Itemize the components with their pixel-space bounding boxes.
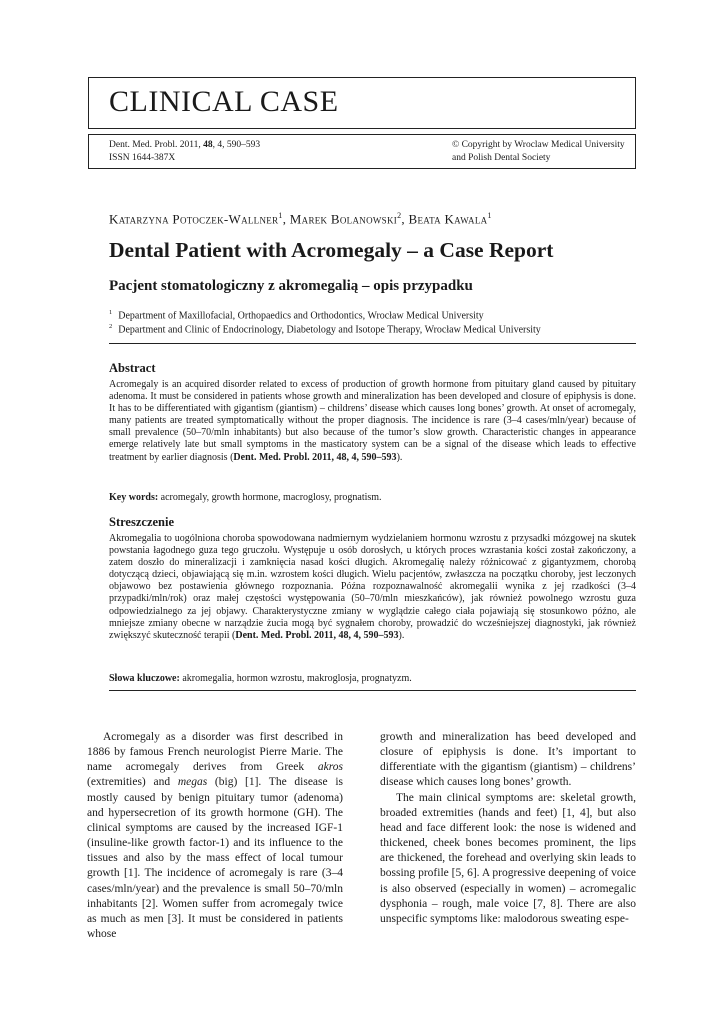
abstract-text: Acromegaly is an acquired disorder related to excess of production of growth hormone from pituitary gland caused by pituitary adenoma. It must be considered in patients whose growth and mineralization has been developed and closure of epiphysis is done. It has to be differentiated with gigantism (giantism) – childrens’ disease which causes long bones’ growth. At onset of acromegaly, many patients are treated symptomatically without the proper diagnosis. The incidence is rare (3–4 cases/mln/year) because of small prevalence (50–70/mln inhabitants) but also because of the tumor’s slow growth. Characteristic changes in appearance emerge relatively late but small symptoms in the masticatory system can be a signal of the disease which leads to effective treatment by earlier diagnosis (Dent. Med. Probl. 2011, 48, 4, 590–593). <box>109 379 636 463</box>
copyright-line-2: and Polish Dental Society <box>452 153 551 163</box>
streszczenie-heading: Streszczenie <box>109 515 175 529</box>
abstract-heading: Abstract <box>109 361 156 375</box>
author-name: Beata Kawala <box>408 211 488 227</box>
authors: Katarzyna Potoczek-Wallner$^1$, Marek Bolanowski$^2$, Beata Kawala$^1$ <box>109 211 492 227</box>
affiliation: $^2$ Department and Clinic of Endocrinology, Diabetology and Isotope Therapy, Wrocław Medical University <box>109 323 541 336</box>
divider <box>109 690 636 691</box>
section-title: CLINICAL CASE <box>109 85 339 118</box>
divider <box>109 343 636 344</box>
issn: ISSN 1644-387X <box>109 153 176 163</box>
body-column-right <box>380 730 636 927</box>
article-title: Dental Patient with Acromegaly – a Case Report <box>109 238 554 262</box>
streszczenie-text: Akromegalia to uogólniona choroba spowodowana nadmiernym wydzielaniem hormonu wzrostu z przysadki mózgowej na skutek powstania łagodnego guza tego gruczołu. Występuje u osób dorosłych, u których proces wzrastania kości został zakończony, a zatem doszło do mineralizacji i zamknięcia nasad kości długich. Akromegalię należy różnicować z gigantyzmem, chorobą dotyczącą dzieci, objawiającą się m.in. wzrostem kości długich. Wielu pacjentów, zwłaszcza na początku choroby, jest leczonych objawowo bez postawienia głównego rozpoznania. Późna rozpoznawalność akromegalii wynika z jej rzadkości (3–4 przypadki/mln/rok) oraz małej częstości występowania (50–70/mln mieszkańców), jak również powolnego wzrostu guza odpowiedzialnego za jej objawy. Charakterystyczne zmiany w wyglądzie całego ciała pojawiają się stosunkowo późno, ale mniejsze zmiany obecne w narządzie żucia mogą być sygnałem choroby, prowadzić do wcześniejszej diagnostyki, jak również zwiększyć skuteczność terapii (Dent. Med. Probl. 2011, 48, 4, 590–593). <box>109 533 636 641</box>
keywords-polish: Słowa kluczowe: akromegalia, hormon wzrostu, makroglosja, prognatyzm. <box>109 673 412 684</box>
body-paragraph: growth and mineralization has beed developed and closure of epiphysis is done. It’s important to differentiate with the gigantism (giantism) – childrens’ disease which causes long bones’ growth. <box>380 731 636 789</box>
author-name: Katarzyna Potoczek-Wallner <box>109 211 279 227</box>
keywords: Key words: acromegaly, growth hormone, macroglosy, prognatism. <box>109 492 382 503</box>
copyright-line-1: © Copyright by Wroclaw Medical University <box>452 140 625 150</box>
body-column-left: Acromegaly as a disorder was first described in 1886 by famous French neurologist Pierre Marie. The name acromegaly derives from Greek akros (extremities) and megas (big) [1]. The disease is mostly caused by benign pituitary tumor (adenoma) and hypersecretion of its growth hormone (GH). The clinical symptoms are caused by the increased IGF-1 (insuline-like growth factor-1) and its influence to the tissues and also by the mass effect of local tumour growth [1]. The incidence of acromegaly is rare (3–4 cases/mln/year) and the prevalence is small 50–70/mln inhabitants [2]. Women suffer from acromegaly twice as much as men [3]. It must be considered in patients whose <box>87 731 343 941</box>
body-paragraph: The main clinical symptoms are: skeletal growth, broaded extremities (hands and feet) [1, 4], but also head and face different look: the nose is widened and thickened, cheek bones becomes prominent, the lips are thickened, the forehead and overlying skin leads to bossing profile [5, 6]. A progressive deepening of voice is also observed (especially in women) – acromegalic dysphonia – rough, male voice [7, 8]. There are also unspecific symptoms like: malodorous sweating espe- <box>380 791 636 925</box>
affiliation: $^1$ Department of Maxillofacial, Orthopaedics and Orthodontics, Wrocław Medical University <box>109 309 484 322</box>
article-title-polish: Pacjent stomatologiczny z akromegalią – opis przypadku <box>109 278 473 294</box>
author-name: Marek Bolanowski <box>289 211 398 227</box>
journal-reference: Dent. Med. Probl. 2011, 48, 4, 590–593 <box>109 140 261 150</box>
